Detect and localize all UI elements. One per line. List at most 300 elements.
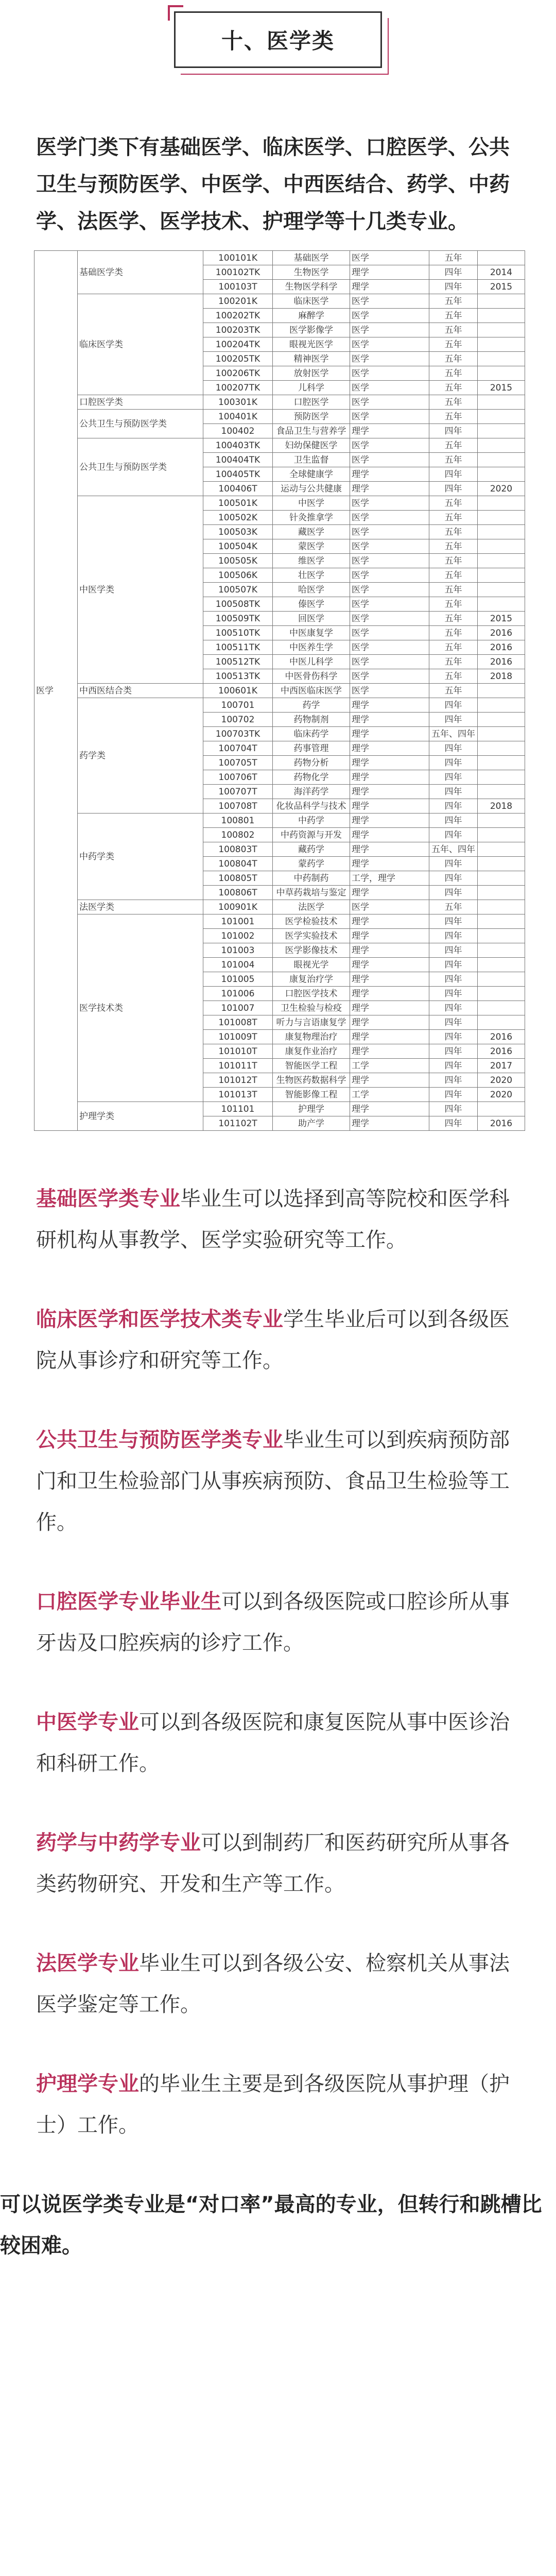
added-year-cell (478, 987, 525, 1001)
degree-cell: 理学 (350, 756, 429, 770)
code-cell: 100403TK (203, 438, 273, 453)
added-year-cell (478, 395, 525, 410)
name-cell: 基础医学 (273, 251, 350, 265)
code-cell: 100405TK (203, 467, 273, 482)
degree-cell: 理学 (350, 914, 429, 929)
name-cell: 药物制剂 (273, 713, 350, 727)
added-year-cell (478, 366, 525, 381)
name-cell: 蒙医学 (273, 539, 350, 554)
added-year-cell: 2017 (478, 1059, 525, 1073)
subcategory-cell: 中医学类 (78, 496, 203, 684)
degree-cell: 理学 (350, 770, 429, 785)
added-year-cell (478, 511, 525, 525)
degree-cell: 理学 (350, 727, 429, 741)
name-cell: 食品卫生与营养学 (273, 424, 350, 438)
highlighted-major: 公共卫生与预防医学类专业 (36, 1428, 283, 1452)
degree-cell: 医学 (350, 655, 429, 669)
name-cell: 中医养生学 (273, 640, 350, 655)
name-cell: 针灸推拿学 (273, 511, 350, 525)
degree-cell: 医学 (350, 554, 429, 568)
added-year-cell (478, 323, 525, 337)
code-cell: 101101 (203, 1102, 273, 1116)
years-cell: 五年 (429, 337, 478, 352)
name-cell: 药事管理 (273, 741, 350, 756)
years-cell: 四年 (429, 1102, 478, 1116)
degree-cell: 理学 (350, 467, 429, 482)
years-cell: 五年 (429, 453, 478, 467)
years-cell: 四年 (429, 280, 478, 294)
years-cell: 五年、四年 (429, 727, 478, 741)
name-cell: 中医儿科学 (273, 655, 350, 669)
name-cell: 眼视光医学 (273, 337, 350, 352)
name-cell: 中草药栽培与鉴定 (273, 886, 350, 900)
degree-cell: 理学 (350, 1073, 429, 1088)
code-cell: 101002 (203, 929, 273, 943)
career-paragraph (36, 2063, 520, 2146)
code-cell: 101003 (203, 943, 273, 958)
years-cell: 五年 (429, 323, 478, 337)
years-cell: 四年 (429, 914, 478, 929)
name-cell: 放射医学 (273, 366, 350, 381)
table-row (34, 684, 525, 698)
code-cell: 101004 (203, 958, 273, 972)
code-cell: 101005 (203, 972, 273, 987)
years-cell: 四年 (429, 799, 478, 814)
section-heading (0, 0, 556, 129)
code-cell: 100506K (203, 568, 273, 583)
name-cell: 护理学 (273, 1102, 350, 1116)
years-cell: 五年 (429, 669, 478, 684)
years-cell: 四年 (429, 929, 478, 943)
years-cell: 四年 (429, 467, 478, 482)
added-year-cell: 2016 (478, 626, 525, 640)
added-year-cell: 2015 (478, 612, 525, 626)
years-cell: 四年 (429, 756, 478, 770)
name-cell: 口腔医学技术 (273, 987, 350, 1001)
years-cell: 四年 (429, 1073, 478, 1088)
degree-cell: 理学 (350, 828, 429, 842)
career-paragraph (36, 1702, 520, 1784)
degree-cell: 理学 (350, 799, 429, 814)
name-cell: 药物分析 (273, 756, 350, 770)
years-cell: 四年 (429, 886, 478, 900)
code-cell: 100701 (203, 698, 273, 713)
degree-cell: 理学 (350, 785, 429, 799)
name-cell: 中药学 (273, 814, 350, 828)
added-year-cell (478, 900, 525, 914)
name-cell: 中医学 (273, 496, 350, 511)
degree-cell: 医学 (350, 539, 429, 554)
added-year-cell (478, 410, 525, 424)
table-row (34, 1102, 525, 1116)
conclusion-text: 可以说医学类专业是“对口率”最高的专业，但转行和跳槽比较困难。 (0, 2193, 542, 2258)
degree-cell: 理学 (350, 987, 429, 1001)
code-cell: 100102TK (203, 265, 273, 280)
added-year-cell (478, 857, 525, 871)
degree-cell: 理学 (350, 943, 429, 958)
name-cell: 康复物理治疗 (273, 1030, 350, 1044)
name-cell: 医学实验技术 (273, 929, 350, 943)
years-cell: 五年 (429, 626, 478, 640)
added-year-cell (478, 539, 525, 554)
added-year-cell (478, 424, 525, 438)
code-cell: 100401K (203, 410, 273, 424)
years-cell: 四年 (429, 987, 478, 1001)
degree-cell: 医学 (350, 684, 429, 698)
code-cell: 101008T (203, 1015, 273, 1030)
degree-cell: 医学 (350, 900, 429, 914)
added-year-cell: 2016 (478, 1030, 525, 1044)
heading-box (174, 11, 382, 68)
added-year-cell (478, 943, 525, 958)
name-cell: 卫生监督 (273, 453, 350, 467)
added-year-cell (478, 770, 525, 785)
added-year-cell: 2016 (478, 1044, 525, 1059)
name-cell: 维医学 (273, 554, 350, 568)
added-year-cell (478, 337, 525, 352)
years-cell: 四年 (429, 1015, 478, 1030)
code-cell: 100803T (203, 842, 273, 857)
highlighted-major: 口腔医学专业毕业生 (36, 1590, 221, 1614)
majors-table (34, 250, 525, 1131)
code-cell: 100805T (203, 871, 273, 886)
years-cell: 五年 (429, 352, 478, 366)
subcategory-cell: 药学类 (78, 698, 203, 814)
table-row (34, 814, 525, 828)
degree-cell: 理学 (350, 1044, 429, 1059)
name-cell: 法医学 (273, 900, 350, 914)
years-cell: 四年 (429, 1088, 478, 1102)
paragraph-body: 毕业生可以到疾病预防部门和卫生检验部门从事疾病预防、食品卫生检验等工作。 (36, 1428, 510, 1534)
code-cell: 101013T (203, 1088, 273, 1102)
highlighted-major: 药学与中药学专业 (36, 1831, 201, 1855)
subcategory-cell: 口腔医学类 (78, 395, 203, 410)
name-cell: 全球健康学 (273, 467, 350, 482)
paragraph-body: 可以到制药厂和医药研究所从事各类药物研究、开发和生产等工作。 (36, 1831, 510, 1896)
highlighted-major: 临床医学和医学技术类专业 (36, 1308, 283, 1331)
name-cell: 妇幼保健医学 (273, 438, 350, 453)
added-year-cell (478, 828, 525, 842)
code-cell: 100509TK (203, 612, 273, 626)
code-cell: 100513TK (203, 669, 273, 684)
name-cell: 口腔医学 (273, 395, 350, 410)
degree-cell: 医学 (350, 511, 429, 525)
code-cell: 100402 (203, 424, 273, 438)
career-paragraph (36, 1822, 520, 1905)
added-year-cell (478, 713, 525, 727)
code-cell: 100806T (203, 886, 273, 900)
degree-cell: 工学 (350, 1059, 429, 1073)
added-year-cell (478, 1102, 525, 1116)
code-cell: 100801 (203, 814, 273, 828)
degree-cell: 医学 (350, 366, 429, 381)
subcategory-cell: 中药学类 (78, 814, 203, 900)
years-cell: 四年 (429, 1116, 478, 1131)
years-cell: 五年 (429, 395, 478, 410)
years-cell: 四年 (429, 770, 478, 785)
code-cell: 101012T (203, 1073, 273, 1088)
code-cell: 100901K (203, 900, 273, 914)
years-cell: 五年 (429, 309, 478, 323)
degree-cell: 医学 (350, 597, 429, 612)
name-cell: 壮医学 (273, 568, 350, 583)
paragraph-body: 毕业生可以选择到高等院校和医学科研机构从事教学、医学实验研究等工作。 (36, 1187, 510, 1252)
code-cell: 100702 (203, 713, 273, 727)
name-cell: 医学检验技术 (273, 914, 350, 929)
years-cell: 四年 (429, 785, 478, 799)
degree-cell: 理学 (350, 972, 429, 987)
added-year-cell: 2020 (478, 1088, 525, 1102)
degree-cell: 理学 (350, 1102, 429, 1116)
table-row (34, 496, 525, 511)
code-cell: 100511TK (203, 640, 273, 655)
code-cell: 100504K (203, 539, 273, 554)
code-cell: 100507K (203, 583, 273, 597)
highlighted-major: 法医学专业 (36, 1952, 139, 1975)
degree-cell: 医学 (350, 669, 429, 684)
years-cell: 五年 (429, 251, 478, 265)
years-cell: 五年 (429, 900, 478, 914)
years-cell: 五年 (429, 554, 478, 568)
added-year-cell: 2015 (478, 381, 525, 395)
name-cell: 卫生检验与检疫 (273, 1001, 350, 1015)
degree-cell: 理学 (350, 886, 429, 900)
paragraph-body: 毕业生可以到各级公安、检察机关从事法医学鉴定等工作。 (36, 1952, 510, 2016)
name-cell: 康复治疗学 (273, 972, 350, 987)
code-cell: 100505K (203, 554, 273, 568)
career-paragraph (36, 1178, 520, 1261)
added-year-cell (478, 929, 525, 943)
highlighted-major: 基础医学类专业 (36, 1187, 180, 1211)
years-cell: 四年 (429, 1001, 478, 1015)
code-cell: 100510TK (203, 626, 273, 640)
name-cell: 药物化学 (273, 770, 350, 785)
years-cell: 五年 (429, 496, 478, 511)
degree-cell: 工学，理学 (350, 871, 429, 886)
name-cell: 助产学 (273, 1116, 350, 1131)
paragraph-body: 可以到各级医院或口腔诊所从事牙齿及口腔疾病的诊疗工作。 (36, 1590, 510, 1655)
table-row (34, 251, 525, 265)
subcategory-cell: 基础医学类 (78, 251, 203, 294)
years-cell: 五年 (429, 525, 478, 539)
added-year-cell (478, 496, 525, 511)
added-year-cell (478, 684, 525, 698)
code-cell: 101007 (203, 1001, 273, 1015)
degree-cell: 医学 (350, 294, 429, 309)
degree-cell: 理学 (350, 929, 429, 943)
name-cell: 药学 (273, 698, 350, 713)
name-cell: 智能医学工程 (273, 1059, 350, 1073)
added-year-cell (478, 251, 525, 265)
code-cell: 100404TK (203, 453, 273, 467)
years-cell: 四年 (429, 713, 478, 727)
subcategory-cell: 临床医学类 (78, 294, 203, 395)
name-cell: 运动与公共健康 (273, 482, 350, 496)
added-year-cell (478, 568, 525, 583)
subcategory-cell: 公共卫生与预防医学类 (78, 410, 203, 438)
heading-title: 十、医学类 (221, 28, 335, 54)
degree-cell: 医学 (350, 568, 429, 583)
years-cell: 四年 (429, 943, 478, 958)
code-cell: 100502K (203, 511, 273, 525)
code-cell: 100601K (203, 684, 273, 698)
code-cell: 100204TK (203, 337, 273, 352)
code-cell: 100703TK (203, 727, 273, 741)
years-cell: 四年 (429, 814, 478, 828)
subcategory-cell: 护理学类 (78, 1102, 203, 1131)
name-cell: 生物医学 (273, 265, 350, 280)
added-year-cell (478, 554, 525, 568)
highlighted-major: 护理学专业 (36, 2072, 139, 2096)
degree-cell: 医学 (350, 381, 429, 395)
career-paragraph (36, 1581, 520, 1664)
name-cell: 哈医学 (273, 583, 350, 597)
degree-cell: 医学 (350, 626, 429, 640)
code-cell: 100207TK (203, 381, 273, 395)
added-year-cell (478, 756, 525, 770)
added-year-cell (478, 814, 525, 828)
degree-cell: 理学 (350, 698, 429, 713)
name-cell: 预防医学 (273, 410, 350, 424)
name-cell: 中药资源与开发 (273, 828, 350, 842)
code-cell: 100202TK (203, 309, 273, 323)
years-cell: 四年 (429, 424, 478, 438)
years-cell: 四年 (429, 1030, 478, 1044)
code-cell: 100508TK (203, 597, 273, 612)
name-cell: 化妆品科学与技术 (273, 799, 350, 814)
code-cell: 101009T (203, 1030, 273, 1044)
name-cell: 听力与言语康复学 (273, 1015, 350, 1030)
subcategory-cell: 中西医结合类 (78, 684, 203, 698)
degree-cell: 医学 (350, 251, 429, 265)
name-cell: 临床药学 (273, 727, 350, 741)
years-cell: 四年 (429, 972, 478, 987)
degree-cell: 工学 (350, 1088, 429, 1102)
years-cell: 四年 (429, 1044, 478, 1059)
table-row (34, 914, 525, 929)
name-cell: 回医学 (273, 612, 350, 626)
years-cell: 五年 (429, 410, 478, 424)
added-year-cell (478, 914, 525, 929)
code-cell: 100706T (203, 770, 273, 785)
added-year-cell (478, 727, 525, 741)
years-cell: 五年 (429, 294, 478, 309)
degree-cell: 医学 (350, 453, 429, 467)
name-cell: 藏药学 (273, 842, 350, 857)
years-cell: 五年 (429, 597, 478, 612)
name-cell: 海洋药学 (273, 785, 350, 799)
code-cell: 100205TK (203, 352, 273, 366)
years-cell: 四年 (429, 698, 478, 713)
degree-cell: 医学 (350, 496, 429, 511)
code-cell: 100203TK (203, 323, 273, 337)
degree-cell: 医学 (350, 323, 429, 337)
years-cell: 五年 (429, 655, 478, 669)
added-year-cell (478, 525, 525, 539)
added-year-cell: 2015 (478, 280, 525, 294)
added-year-cell (478, 741, 525, 756)
degree-cell: 医学 (350, 612, 429, 626)
code-cell: 100705T (203, 756, 273, 770)
name-cell: 生物医学科学 (273, 280, 350, 294)
name-cell: 中医骨伤科学 (273, 669, 350, 684)
table-row (34, 294, 525, 309)
added-year-cell: 2018 (478, 799, 525, 814)
years-cell: 五年 (429, 684, 478, 698)
majors-table-body (34, 251, 525, 1131)
name-cell: 蒙药学 (273, 857, 350, 871)
code-cell: 100406T (203, 482, 273, 496)
years-cell: 五年 (429, 612, 478, 626)
code-cell: 100708T (203, 799, 273, 814)
years-cell: 四年 (429, 828, 478, 842)
code-cell: 100802 (203, 828, 273, 842)
code-cell: 100804T (203, 857, 273, 871)
degree-cell: 理学 (350, 1001, 429, 1015)
added-year-cell (478, 785, 525, 799)
code-cell: 100201K (203, 294, 273, 309)
years-cell: 五年 (429, 381, 478, 395)
code-cell: 100101K (203, 251, 273, 265)
name-cell: 医学影像技术 (273, 943, 350, 958)
added-year-cell (478, 1015, 525, 1030)
name-cell: 藏医学 (273, 525, 350, 539)
subcategory-cell: 法医学类 (78, 900, 203, 914)
degree-cell: 理学 (350, 857, 429, 871)
code-cell: 100512TK (203, 655, 273, 669)
added-year-cell (478, 309, 525, 323)
code-cell: 101011T (203, 1059, 273, 1073)
years-cell: 四年 (429, 871, 478, 886)
years-cell: 四年 (429, 741, 478, 756)
name-cell: 生物医药数据科学 (273, 1073, 350, 1088)
code-cell: 100503K (203, 525, 273, 539)
years-cell: 五年 (429, 511, 478, 525)
code-cell: 100704T (203, 741, 273, 756)
years-cell: 四年 (429, 482, 478, 496)
added-year-cell: 2014 (478, 265, 525, 280)
years-cell: 五年 (429, 568, 478, 583)
career-paragraph (36, 1419, 520, 1543)
added-year-cell (478, 453, 525, 467)
degree-cell: 医学 (350, 395, 429, 410)
degree-cell: 理学 (350, 265, 429, 280)
added-year-cell (478, 583, 525, 597)
years-cell: 五年、四年 (429, 842, 478, 857)
code-cell: 100206TK (203, 366, 273, 381)
added-year-cell: 2016 (478, 655, 525, 669)
code-cell: 100501K (203, 496, 273, 511)
years-cell: 四年 (429, 265, 478, 280)
category-cell: 医学 (34, 251, 78, 1131)
name-cell: 麻醉学 (273, 309, 350, 323)
added-year-cell (478, 972, 525, 987)
added-year-cell: 2016 (478, 640, 525, 655)
years-cell: 四年 (429, 958, 478, 972)
years-cell: 四年 (429, 1059, 478, 1073)
years-cell: 四年 (429, 857, 478, 871)
degree-cell: 理学 (350, 1030, 429, 1044)
paragraph-body: 可以到各级医院和康复医院从事中医诊治和科研工作。 (36, 1710, 510, 1775)
degree-cell: 理学 (350, 1015, 429, 1030)
name-cell: 眼视光学 (273, 958, 350, 972)
name-cell: 傣医学 (273, 597, 350, 612)
table-row (34, 900, 525, 914)
table-row (34, 395, 525, 410)
added-year-cell (478, 842, 525, 857)
name-cell: 智能影像工程 (273, 1088, 350, 1102)
degree-cell: 医学 (350, 583, 429, 597)
